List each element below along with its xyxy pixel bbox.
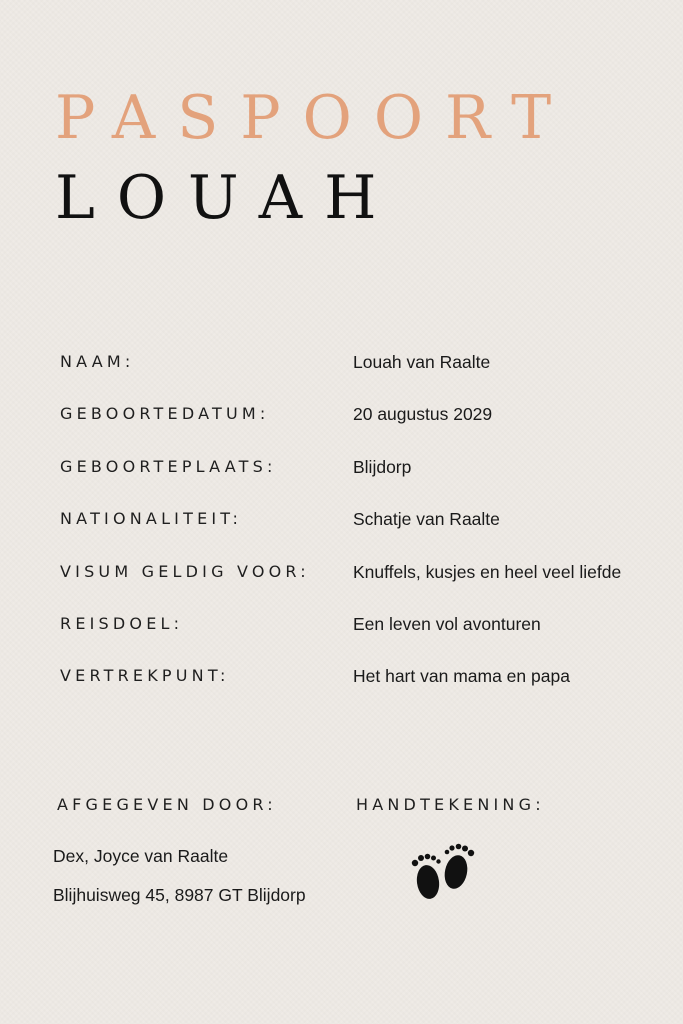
child-name-heading: LOUAH (55, 163, 399, 233)
field-row-nationaliteit (60, 509, 660, 561)
field-label: VERTREKPUNT: (60, 666, 230, 686)
signature-label: HANDTEKENING: (356, 795, 545, 814)
field-row-geboorteplaats (60, 457, 660, 509)
field-label: NATIONALITEIT: (60, 509, 243, 529)
field-value: Het hart van mama en papa (353, 666, 570, 687)
field-value: Louah van Raalte (353, 352, 491, 372)
issuer-names: Dex, Joyce van Raalte (53, 846, 229, 866)
field-value: 20 augustus 2029 (353, 404, 493, 425)
issuer-address: Blijhuisweg 45, 8987 GT Blijdorp (53, 885, 306, 905)
field-label: GEBOORTEDATUM: (60, 404, 270, 424)
issued-by-label: AFGEGEVEN DOOR: (57, 795, 277, 814)
field-label: NAAM: (60, 352, 135, 371)
passport-fields (60, 352, 660, 719)
field-label: GEBOORTEPLAATS: (60, 456, 277, 476)
document-title: PASPOORT (55, 83, 574, 153)
field-value: Een leven vol avonturen (353, 613, 541, 634)
field-row-visum (60, 562, 660, 614)
field-value: Schatje van Raalte (353, 509, 500, 530)
field-label: REISDOEL: (60, 613, 184, 633)
field-value: Knuffels, kusjes en heel veel liefde (353, 561, 622, 582)
field-row-geboortedatum (60, 404, 660, 456)
field-row-naam (60, 352, 660, 404)
baby-feet-icon (410, 842, 478, 904)
field-row-vertrekpunt (60, 666, 660, 718)
field-row-reisdoel (60, 614, 660, 666)
field-label: VISUM GELDIG VOOR: (60, 561, 310, 581)
field-value: Blijdorp (353, 456, 412, 477)
